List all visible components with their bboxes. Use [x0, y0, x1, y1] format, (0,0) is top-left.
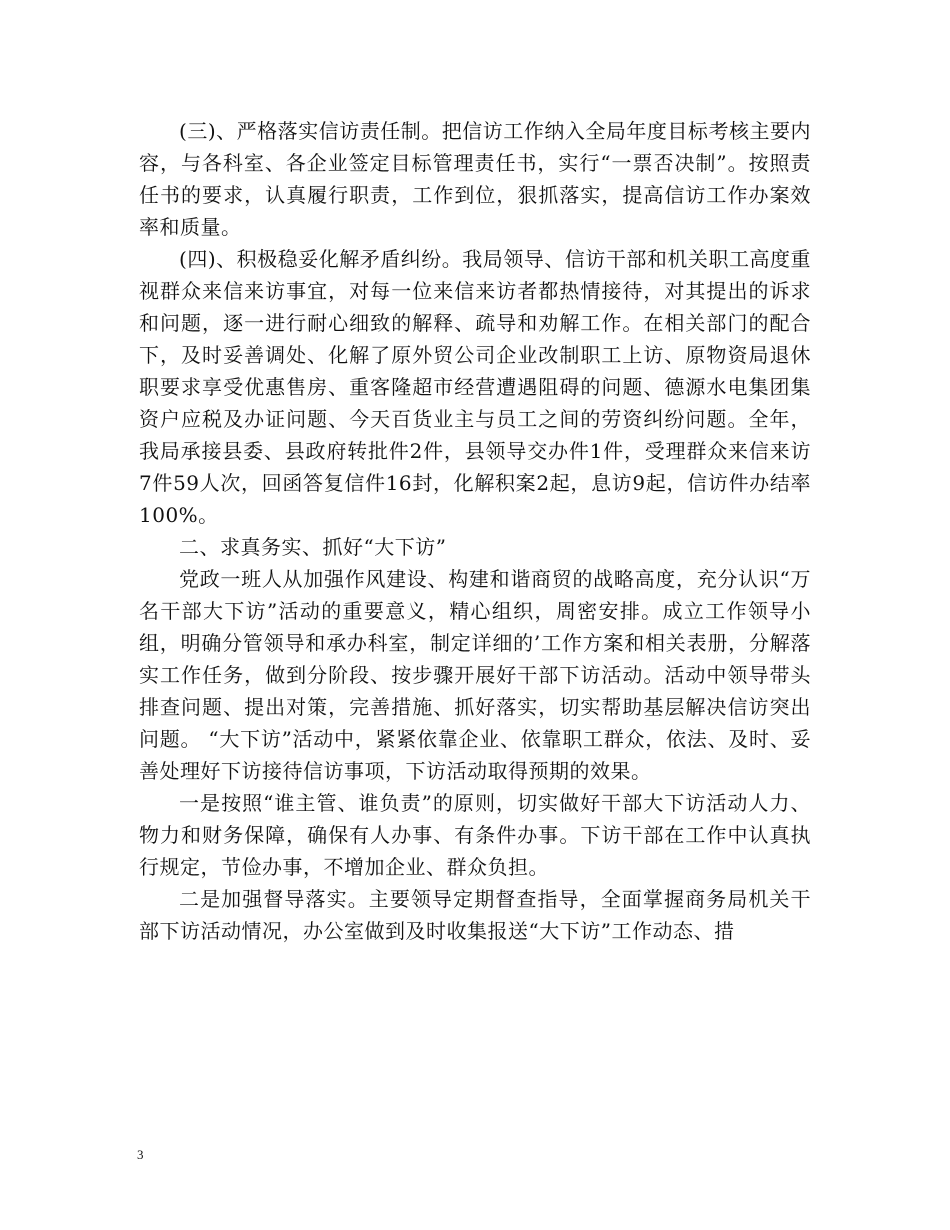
- document-body: [139, 115, 811, 947]
- paragraph-big-visit-activity: 党政一班人从加强作风建设、构建和谐商贸的战略高度，充分认识“万名干部大下访”活动的重要意义，精心组织，周密安排。成立工作领导小组，明确分管领导和承办科室，制定详细的’工作方案和相关表册，分解落实工作任务，做到分阶段、按步骤开展好干部下访活动。活动中领导带头排查问题、提出对策，完善措施、抓好落实，切实帮助基层解决信访突出问题。 “大下访”活动中，紧紧依靠企业、依靠职工群众，依法、及时、妥善处理好下访接待信访事项，下访活动取得预期的效果。: [139, 567, 811, 783]
- paragraph-responsibility-system: (三)、严格落实信访责任制。把信访工作纳入全局年度目标考核主要内容，与各科室、各企业签定目标管理责任书，实行“一票否决制”。按照责任书的要求，认真履行职责，工作到位，狠抓落实，提高信访工作办案效率和质量。: [139, 119, 811, 239]
- paragraph-first-point: 一是按照“谁主管、谁负责”的原则，切实做好干部大下访活动人力、物力和财务保障，确保有人办事、有条件办事。下访干部在工作中认真执行规定，节俭办事，不增加企业、群众负担。: [139, 791, 811, 879]
- page-number: 3: [137, 1147, 144, 1162]
- section-heading-big-visit: 二、求真务实、抓好“大下访”: [179, 535, 447, 559]
- paragraph-resolve-disputes: (四)、积极稳妥化解矛盾纠纷。我局领导、信访干部和机关职工高度重视群众来信来访事宜，对每一位来信来访者都热情接待，对其提出的诉求和问题，逐一进行耐心细致的解释、疏导和劝解工作。在相关部门的配合下，及时妥善调处、化解了原外贸公司企业改制职工上访、原物资局退休职要求享受优惠售房、重客隆超市经营遭遇阻碍的问题、德源水电集团集资户应税及办证问题、今天百货业主与员工之间的劳资纠纷问题。全年，我局承接县委、县政府转批件2件，县领导交办件1件，受理群众来信来访7件59人次，回函答复信件16封，化解积案2起，息访9起，信访件办结率100%。: [139, 247, 811, 527]
- paragraph-second-point: 二是加强督导落实。主要领导定期督查指导，全面掌握商务局机关干部下访活动情况，办公室做到及时收集报送“大下访”工作动态、措: [139, 887, 811, 943]
